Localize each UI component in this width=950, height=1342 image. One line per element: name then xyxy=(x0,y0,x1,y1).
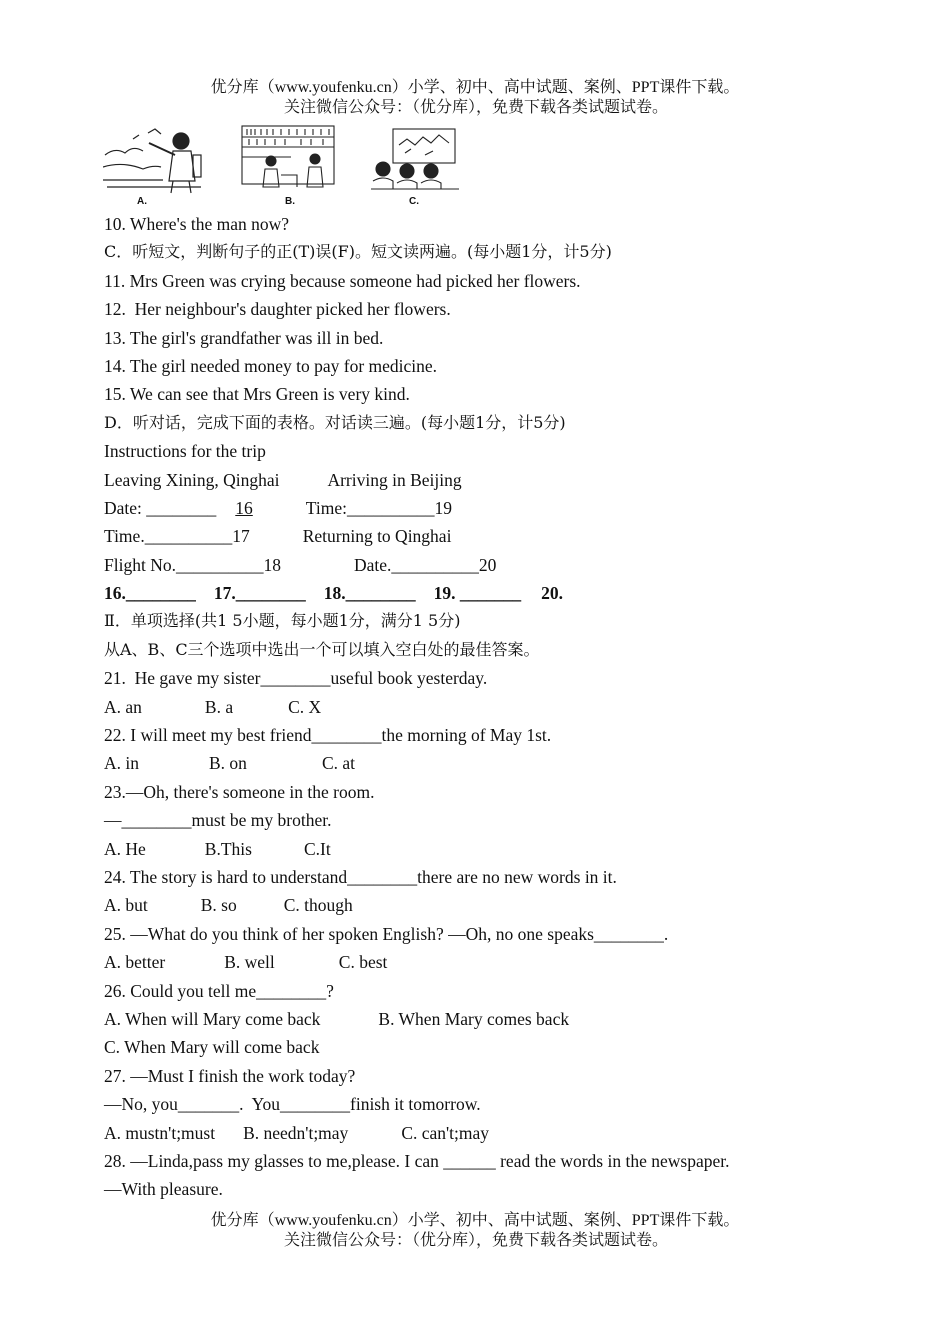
answer-blanks xyxy=(104,579,904,607)
option: B. so xyxy=(200,895,237,916)
form-title: Instructions for the trip xyxy=(104,441,266,462)
option: B. on xyxy=(209,753,247,774)
answer-18: 18.________ xyxy=(323,583,416,604)
option: A. When will Mary come back xyxy=(104,1008,321,1029)
tf-question-13: 13. The girl's grandfather was ill in bed. xyxy=(104,327,384,348)
picture-c xyxy=(371,125,471,207)
form-row-2 xyxy=(104,494,904,522)
option: A. in xyxy=(104,753,139,774)
option: B. a xyxy=(204,696,234,717)
option: A. but xyxy=(104,895,148,916)
option: C. can't;may xyxy=(401,1122,490,1143)
time-field-17: Time.__________17 xyxy=(104,526,250,547)
top-header xyxy=(0,78,950,118)
arriving-label: Arriving in Beijing xyxy=(327,469,462,490)
option: C. best xyxy=(338,952,388,973)
answer-19: 19. _______ xyxy=(433,583,522,604)
answer-17: 17.________ xyxy=(213,583,306,604)
option: C. at xyxy=(321,753,355,774)
exam-content xyxy=(104,210,904,1204)
options-27 xyxy=(104,1119,904,1147)
tf-question-12: 12. Her neighbour's daughter picked her flowers. xyxy=(104,299,451,320)
woman-pointing-outdoors-icon xyxy=(103,125,203,195)
question-21: 21. He gave my sister________useful book yesterday. xyxy=(104,668,488,689)
audience-watching-screen-icon xyxy=(371,125,459,195)
date-field: Date: ________ xyxy=(104,497,217,518)
picture-options xyxy=(103,125,463,207)
question-26: 26. Could you tell me________? xyxy=(104,980,334,1001)
option: C.It xyxy=(303,838,331,859)
flight-field: Flight No.__________18 xyxy=(104,554,281,575)
question-27-reply: —No, you_______. You________finish it tomorrow. xyxy=(104,1094,481,1115)
question-23: 23.—Oh, there's someone in the room. xyxy=(104,781,375,802)
date-number: 16 xyxy=(235,497,253,518)
options-26-c xyxy=(104,1033,904,1061)
option: A. an xyxy=(104,696,142,717)
form-row-1 xyxy=(104,466,904,494)
option: A. better xyxy=(104,952,166,973)
time-field-19: Time:__________19 xyxy=(305,497,452,518)
answer-16: 16.________ xyxy=(104,583,196,604)
picture-a xyxy=(103,125,203,207)
options-24 xyxy=(104,891,904,919)
option: B. well xyxy=(224,952,275,973)
option: B. When Mary comes back xyxy=(378,1008,570,1029)
options-25 xyxy=(104,948,904,976)
form-row-3 xyxy=(104,522,904,550)
options-23 xyxy=(104,835,904,863)
answer-20: 20. xyxy=(541,583,563,604)
question-25: 25. —What do you think of her spoken English? —Oh, no one speaks________. xyxy=(104,923,669,944)
people-in-bookstore-icon xyxy=(241,125,335,195)
picture-b xyxy=(241,125,341,207)
option: A. He xyxy=(104,838,146,859)
section-2-instructions: 从A、B、C三个选项中选出一个可以填入空白处的最佳答案。 xyxy=(104,639,540,659)
option: C. X xyxy=(288,696,322,717)
picture-c-label: C. xyxy=(409,196,419,207)
date-field-20: Date.__________20 xyxy=(353,554,497,575)
footer-line-2: 关注微信公众号：（优分库），免费下载各类试题试卷。 xyxy=(283,1232,668,1249)
question-24: 24. The story is hard to understand________there are no new words in it. xyxy=(104,866,617,887)
section-c-heading: C．听短文，判断句子的正(T)误(F)。短文读两遍。(每小题1分，计5分) xyxy=(104,242,612,262)
tf-question-15: 15. We can see that Mrs Green is very kind. xyxy=(104,384,410,405)
section-d-heading: D．听对话，完成下面的表格。对话读三遍。(每小题1分，计5分) xyxy=(104,412,566,432)
question-28: 28. —Linda,pass my glasses to me,please. I can ______ read the words in the newspaper. xyxy=(104,1150,730,1171)
option: B. needn't;may xyxy=(243,1122,349,1143)
section-2-heading: Ⅱ．单项选择(共1 5小题，每小题1分，满分1 5分) xyxy=(104,611,461,631)
leaving-label: Leaving Xining, Qinghai xyxy=(104,469,280,490)
footer-line-1: 优分库（www.youfenku.cn）小学、初中、高中试题、案例、PPT课件下载。 xyxy=(210,1212,740,1229)
header-line-1: 优分库（www.youfenku.cn）小学、初中、高中试题、案例、PPT课件下载。 xyxy=(210,79,740,96)
question-23-reply: —________must be my brother. xyxy=(104,810,332,831)
header-line-2: 关注微信公众号：（优分库），免费下载各类试题试卷。 xyxy=(283,99,668,116)
picture-b-label: B. xyxy=(285,196,295,207)
picture-a-label: A. xyxy=(137,196,147,207)
option: C. though xyxy=(283,895,353,916)
question-27: 27. —Must I finish the work today? xyxy=(104,1065,356,1086)
bottom-footer xyxy=(0,1211,950,1251)
question-28-reply: —With pleasure. xyxy=(104,1179,223,1200)
option: A. mustn't;must xyxy=(104,1122,216,1143)
tf-question-11: 11. Mrs Green was crying because someone had picked her flowers. xyxy=(104,270,581,291)
options-26 xyxy=(104,1005,904,1033)
question-10: 10. Where's the man now? xyxy=(104,214,290,234)
tf-question-14: 14. The girl needed money to pay for medicine. xyxy=(104,355,438,376)
form-row-4 xyxy=(104,551,904,579)
options-21 xyxy=(104,693,904,721)
question-22: 22. I will meet my best friend________the morning of May 1st. xyxy=(104,725,552,746)
option: B.This xyxy=(204,838,252,859)
options-22 xyxy=(104,749,904,777)
option: C. When Mary will come back xyxy=(104,1037,320,1058)
returning-label: Returning to Qinghai xyxy=(302,526,452,547)
